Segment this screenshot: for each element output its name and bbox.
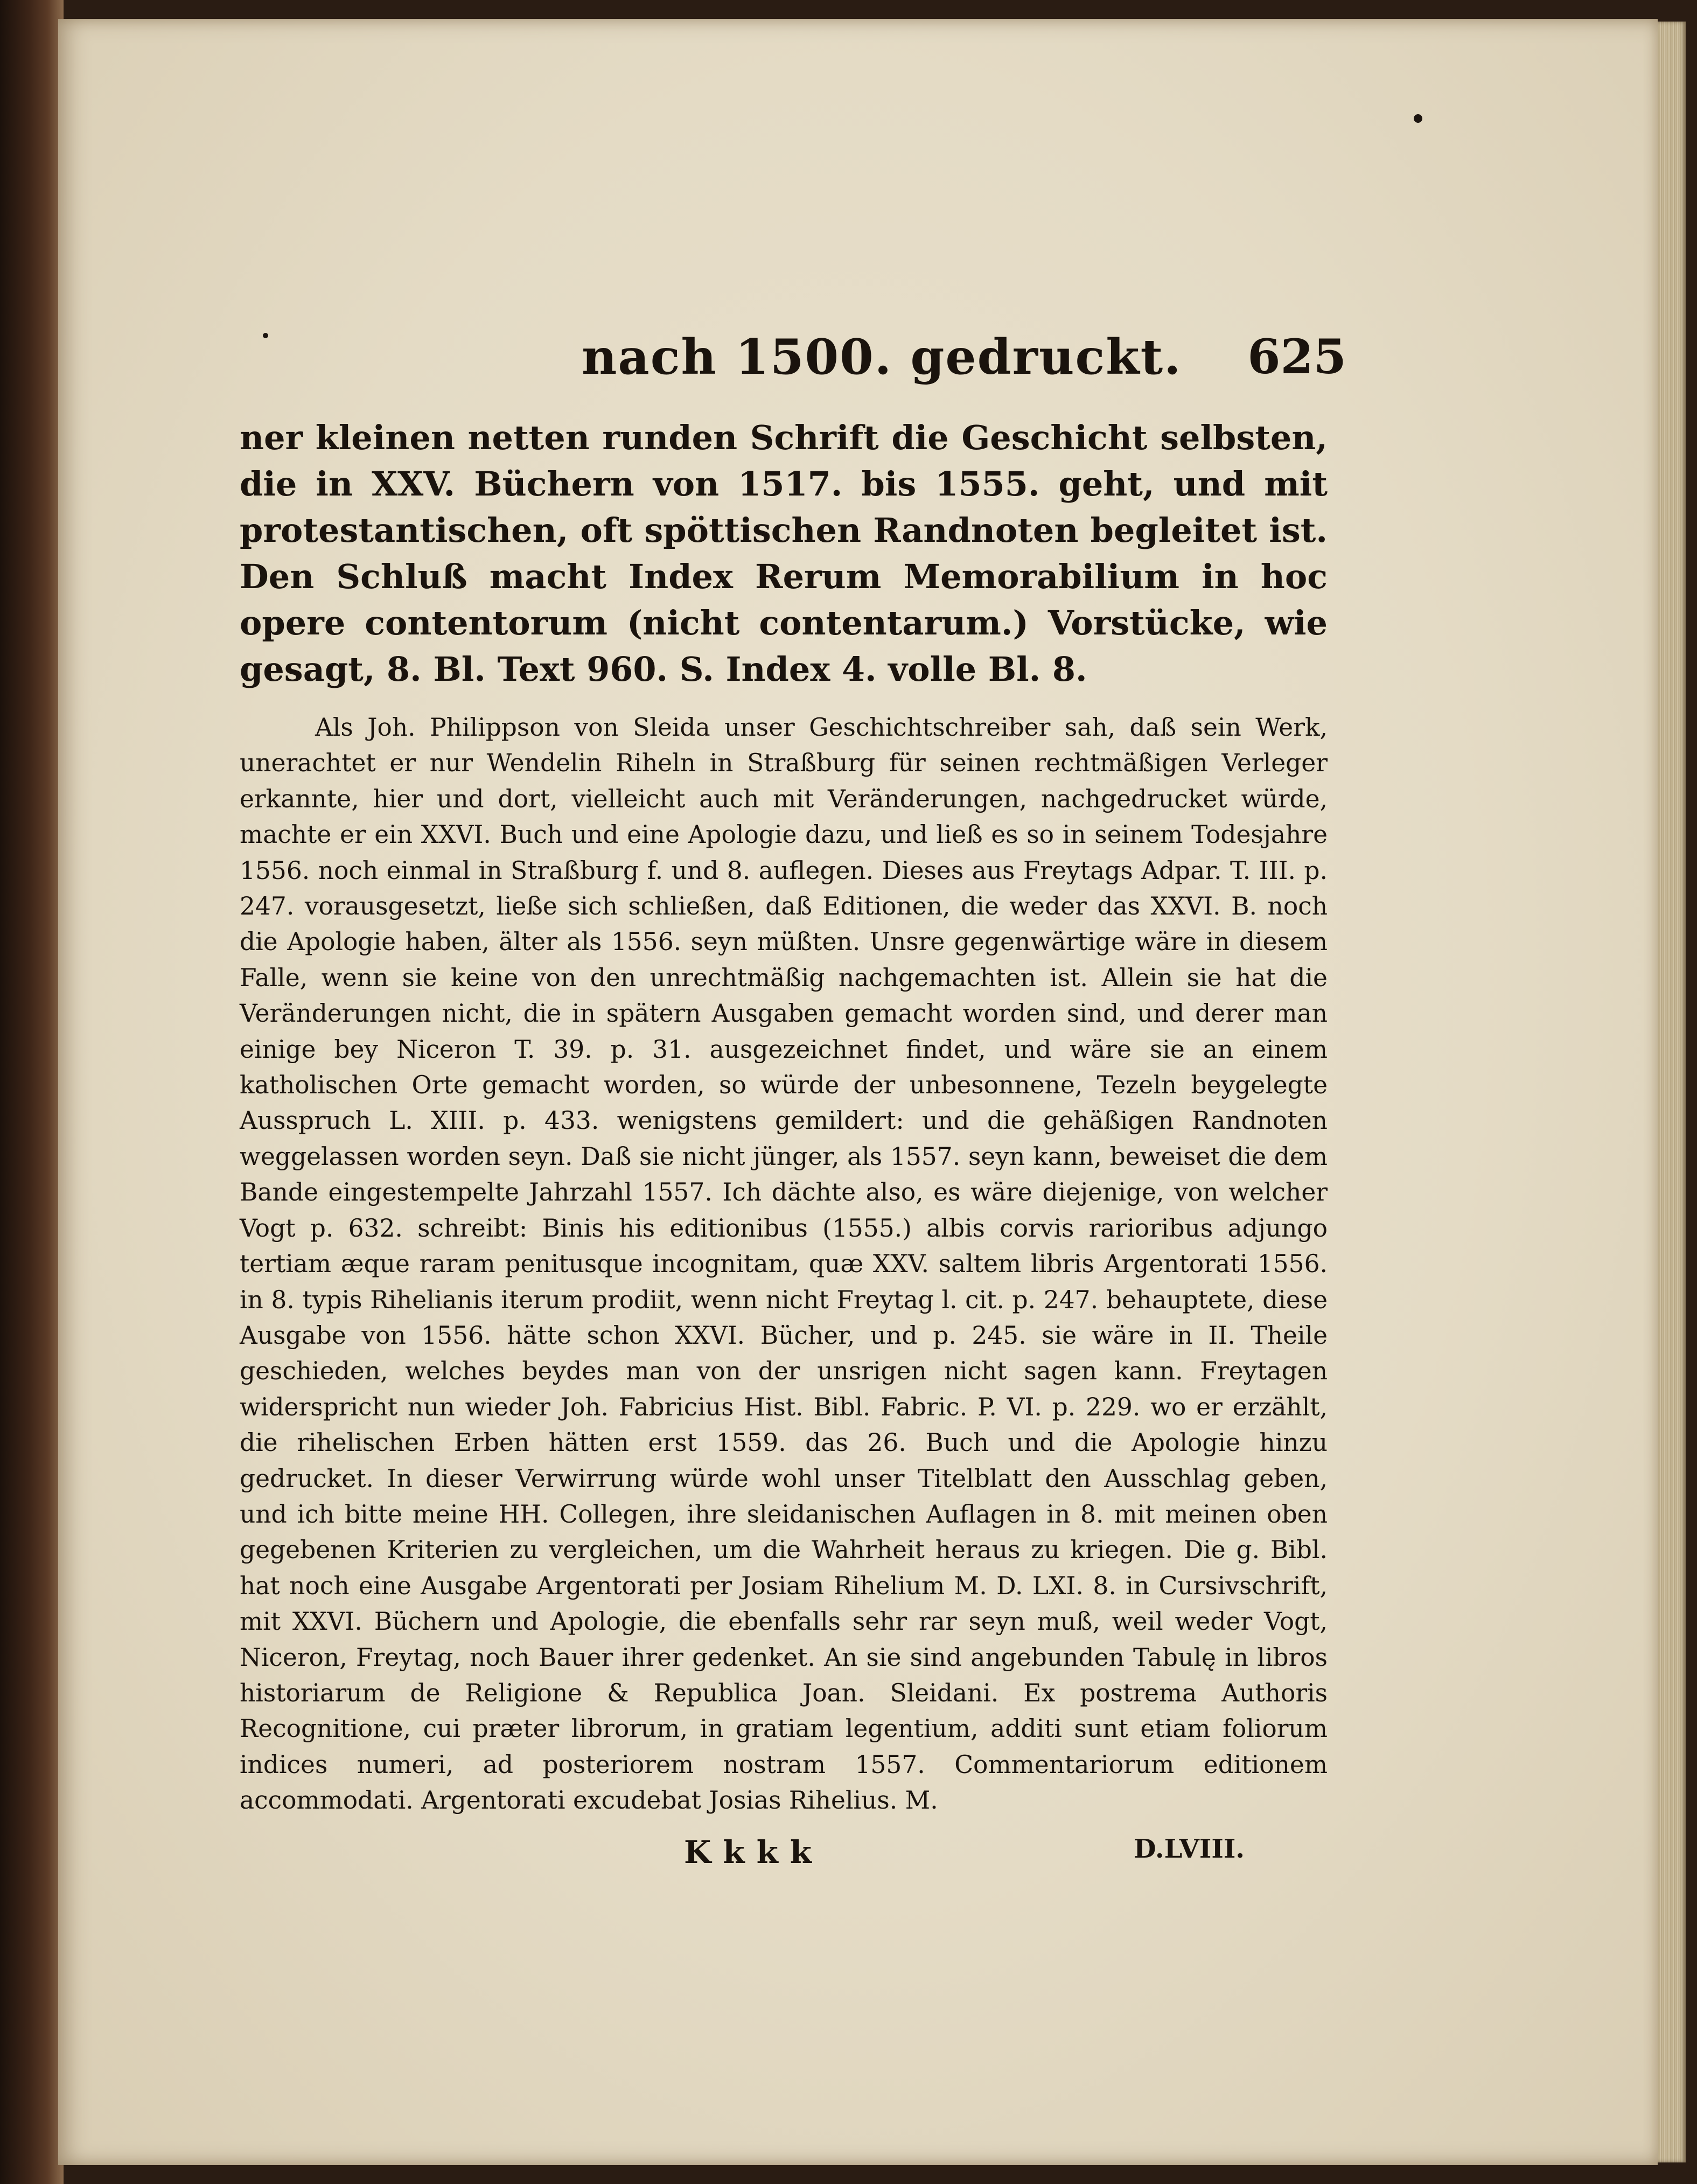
signature-mark: Kkkk bbox=[684, 1834, 823, 1871]
catchword: D.LVIII. bbox=[1134, 1834, 1245, 1864]
ink-speck bbox=[1414, 114, 1422, 123]
page-number: 625 bbox=[1247, 329, 1346, 385]
running-title: nach 1500. gedruckt. bbox=[582, 329, 1182, 386]
running-head bbox=[232, 329, 1346, 393]
book-spine bbox=[0, 0, 64, 2184]
page-edges bbox=[1658, 22, 1686, 2162]
paragraph-continued: ner kleinen netten runden Schrift die Geschicht selbsten, die in XXV. Büchern von 1517. bis 1555. geht, und mit protestantischen, oft spöttischen Randnoten begleitet ist. Den Schluß macht Index Rerum Memorabilium in hoc opere contentorum (nicht contentarum.) Vorstücke, wie gesagt, 8. Bl. Text 960. S. Index 4. volle Bl. 8. bbox=[240, 418, 1328, 689]
paragraph-main: Als Joh. Philippson von Sleida unser Geschichtschreiber sah, daß sein Werk, unerachtet er nur Wendelin Riheln in Straßburg für seinen rechtmäßigen Verleger erkannte, hier und dort, vielleicht auch mit Veränderungen, nachgedrucket würde, machte er ein XXVI. Buch und eine Apologie dazu, und ließ es so in seinem Todesjahre 1556. noch einmal in Straßburg f. und 8. auflegen. Dieses aus Freytags Adpar. T. III. p. 247. vorausgesetzt, ließe sich schließen, daß Editionen, die weder das XXVI. B. noch die Apologie haben, älter als 1556. seyn müßten. Unsre gegenwärtige wäre in diesem Falle, wenn sie keine von den unrechtmäßig nachgemachten ist. Allein sie hat die Veränderungen nicht, die in spätern Ausgaben gemacht worden sind, und derer man einige bey Niceron T. 39. p. 31. ausgezeichnet findet, und wäre sie an einem katholischen Orte gemacht worden, so würde der unbesonnene, Tezeln beygelegte Ausspruch L. XIII. p. 433. wenigstens gemildert: und die gehäßigen Randnoten weggelassen worden seyn. Daß sie nicht jünger, als 1557. seyn kann, beweiset die dem Bande eingestempelte Jahrzahl 1557. Ich dächte also, es wäre diejenige, von welcher Vogt p. 632. schreibt: Binis his editionibus (1555.) albis corvis rarioribus adjungo tertiam æque raram penitusque incognitam, quæ XXV. saltem libris Argentorati 1556. in 8. typis Rihelianis iterum prodiit, wenn nicht Freytag l. cit. p. 247. behauptete, diese Ausgabe von 1556. hätte schon XXVI. Bücher, und p. 245. sie wäre in II. Theile geschieden, welches beydes man von der unsrigen nicht sagen kann. Freytagen widerspricht nun wieder Joh. Fabricius Hist. Bibl. Fabric. P. VI. p. 229. wo er erzählt, die rihelischen Erben hätten erst 1559. das 26. Buch und die Apologie hinzu gedrucket. In dieser Verwirrung würde wohl unser Titelblatt den Ausschlag geben, und ich bitte meine HH. Collegen, ihre sleidanischen Auflagen in 8. mit meinen oben gegebenen Kriterien zu vergleichen, um die Wahrheit heraus zu kriegen. Die g. Bibl. hat noch eine Ausgabe Argentorati per Josiam Rihelium M. D. LXI. 8. in Cursivschrift, mit XXVI. Büchern und Apologie, die ebenfalls sehr rar seyn muß, weil weder Vogt, Niceron, Freytag, noch Bauer ihrer gedenket. An sie sind angebunden Tabulę in libros historiarum de Religione & Republica Joan. Sleidani. Ex postrema Authoris Recognitione, cui præter librorum, in gratiam legentium, additi sunt etiam foliorum indices numeri, ad posteriorem nostram 1557. Commentariorum editionem accommodati. Argentorati excudebat Josias Rihelius. M. bbox=[240, 713, 1328, 1815]
